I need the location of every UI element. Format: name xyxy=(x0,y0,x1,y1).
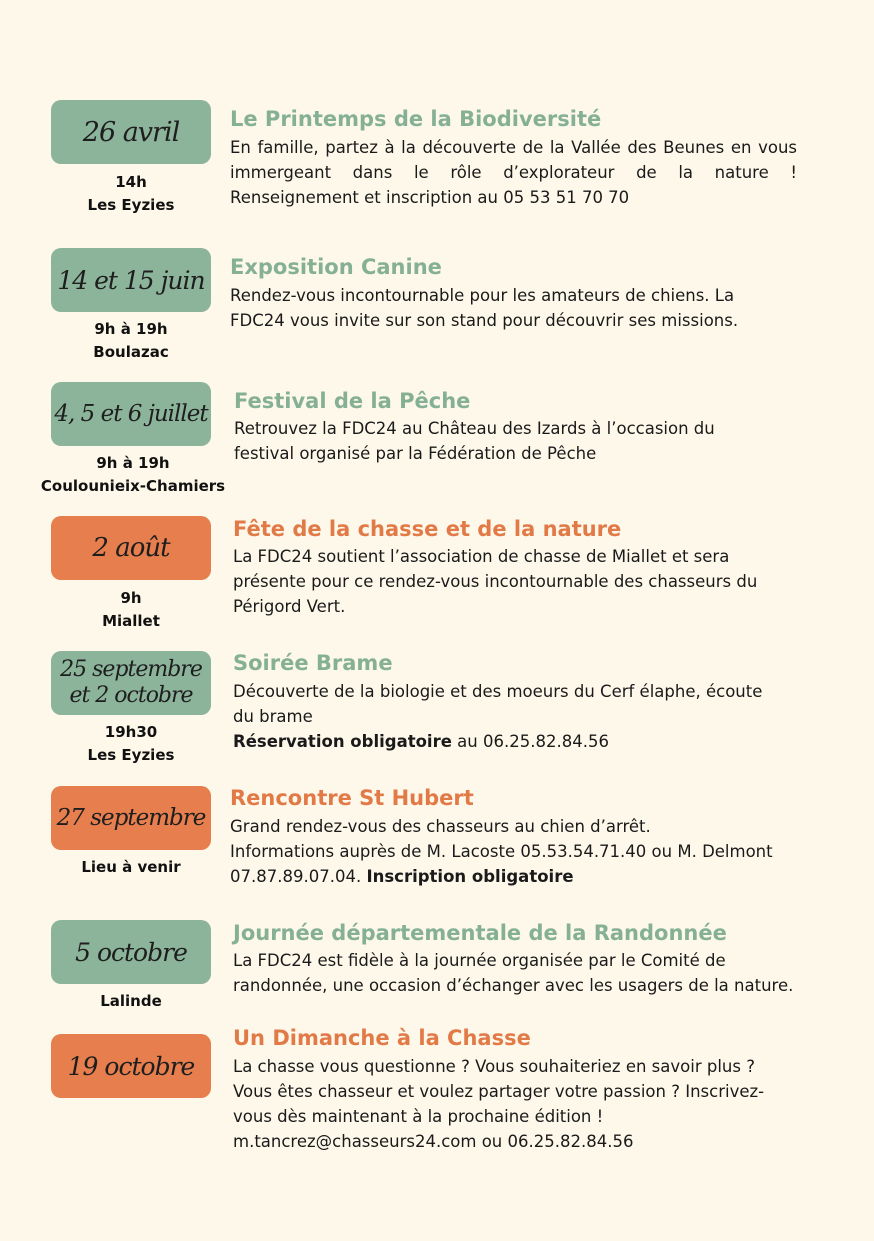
date-label: 14 et 15 juin xyxy=(57,265,205,295)
event-title: Un Dimanche à la Chasse xyxy=(233,1026,531,1050)
desc-line: du brame xyxy=(233,707,313,726)
desc-line: Retrouvez la FDC24 au Château des Izards à l’occasion du xyxy=(234,419,715,438)
event-when xyxy=(21,721,241,767)
date-label: 19 octobre xyxy=(67,1051,195,1081)
date-badge xyxy=(51,786,211,850)
desc-line: présente pour ce rendez-vous incontournable des chasseurs du xyxy=(233,572,758,591)
event-place: Les Eyzies xyxy=(87,746,175,764)
desc-line: La FDC24 est fidèle à la journée organisée par le Comité de xyxy=(233,951,726,970)
desc-line: Périgord Vert. xyxy=(233,597,346,616)
event-place: Lalinde xyxy=(100,992,162,1010)
date-label: 26 avril xyxy=(82,116,180,148)
date-label: 2 août xyxy=(92,533,170,563)
event-description xyxy=(233,679,833,754)
event-title: Fête de la chasse et de la nature xyxy=(233,517,622,541)
event-description: En famille, partez à la découverte de la Vallée des Beunes en vous immergeant dans le rôle d’explorateur de la nature ! Renseignement et inscription au 05 53 51 70 70 xyxy=(230,138,797,207)
desc-line: Rendez-vous incontournable pour les amateurs de chiens. La xyxy=(230,286,735,305)
date-badge xyxy=(51,382,211,446)
desc-line: randonnée, une occasion d’échanger avec les usagers de la nature. xyxy=(233,976,794,995)
desc-line: Découverte de la biologie et des moeurs du Cerf élaphe, écoute xyxy=(233,682,763,701)
date-label: 27 septembre xyxy=(56,805,206,831)
event-description xyxy=(234,416,834,466)
date-badge xyxy=(51,1034,211,1098)
event-time: 9h à 19h xyxy=(96,454,170,472)
date-label: 5 octobre xyxy=(75,937,187,967)
event-title: Festival de la Pêche xyxy=(234,389,471,413)
desc-line: FDC24 vous invite sur son stand pour découvrir ses missions. xyxy=(230,311,739,330)
event-when xyxy=(21,587,241,633)
event-when xyxy=(21,318,241,364)
event-title: Soirée Brame xyxy=(233,651,393,675)
desc-phone: 07.87.89.07.04. xyxy=(230,867,367,886)
event-when xyxy=(21,171,241,217)
event-when xyxy=(23,452,243,498)
desc-line: Informations auprès de M. Lacoste 05.53.54.71.40 ou M. Delmont xyxy=(230,842,773,861)
date-label-line1: 25 septembre xyxy=(60,657,202,682)
inscription-required: Inscription obligatoire xyxy=(366,867,574,886)
date-badge xyxy=(51,920,211,984)
event-time: 14h xyxy=(115,173,147,191)
date-badge xyxy=(51,651,211,715)
desc-line: Grand rendez-vous des chasseurs au chien d’arrêt. xyxy=(230,817,651,836)
event-description xyxy=(230,283,830,333)
contact-line: m.tancrez@chasseurs24.com ou 06.25.82.84.56 xyxy=(233,1132,634,1151)
event-title: Rencontre St Hubert xyxy=(230,786,474,810)
desc-line: La chasse vous questionne ? Vous souhaiteriez en savoir plus ? xyxy=(233,1057,755,1076)
date-badge xyxy=(51,516,211,580)
desc-line: Vous êtes chasseur et voulez partager votre passion ? Inscrivez- xyxy=(233,1082,765,1101)
desc-line: festival organisé par la Fédération de Pêche xyxy=(234,444,597,463)
event-time: 9h à 19h xyxy=(94,320,168,338)
desc-line xyxy=(230,864,840,889)
event-time: 19h30 xyxy=(104,723,158,741)
date-badge xyxy=(51,100,211,164)
event-title: Le Printemps de la Biodiversité xyxy=(230,107,602,131)
event-description xyxy=(230,814,840,889)
event-place: Lieu à venir xyxy=(81,858,181,876)
event-place: Miallet xyxy=(102,612,160,630)
desc-line: La FDC24 soutient l’association de chasse de Miallet et sera xyxy=(233,547,730,566)
event-title: Journée départementale de la Randonnée xyxy=(233,921,727,945)
event-place: Les Eyzies xyxy=(87,196,175,214)
reservation-required: Réservation obligatoire xyxy=(233,732,452,751)
date-badge xyxy=(51,248,211,312)
desc-line: vous dès maintenant à la prochaine édition ! xyxy=(233,1107,604,1126)
event-description xyxy=(233,948,863,998)
event-description xyxy=(233,1054,853,1154)
event-place: Boulazac xyxy=(93,343,169,361)
event-when xyxy=(21,856,241,879)
date-label: 4, 5 et 6 juillet xyxy=(54,401,208,427)
date-label-line2: et 2 octobre xyxy=(69,683,193,708)
reservation-phone: au 06.25.82.84.56 xyxy=(451,732,609,751)
desc-line xyxy=(233,729,833,754)
event-place: Coulounieix-Chamiers xyxy=(40,477,226,495)
event-time: 9h xyxy=(120,589,142,607)
event-description xyxy=(233,544,833,619)
event-when xyxy=(21,990,241,1013)
event-title: Exposition Canine xyxy=(230,255,442,279)
